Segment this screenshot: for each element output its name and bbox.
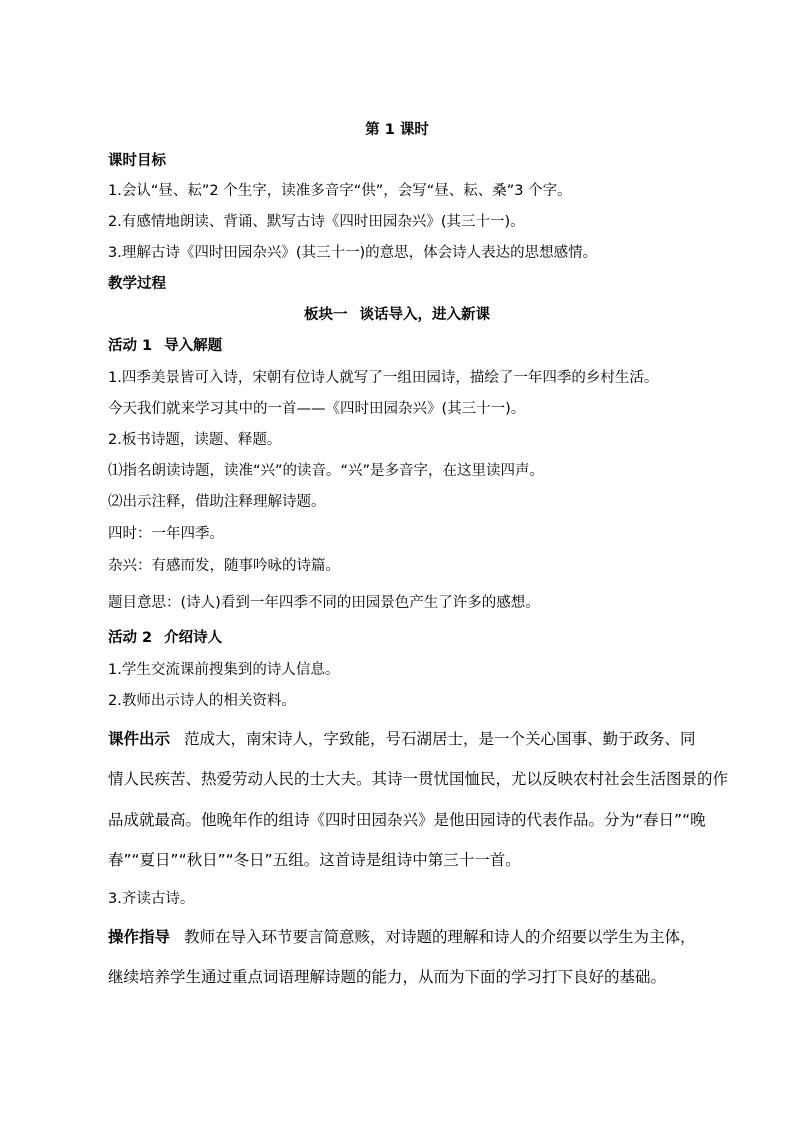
activity-1-paragraph-1-line-1: 1.四季美景皆可入诗，宋朝有位诗人就写了一组田园诗，描绘了一年四季的乡村生活。: [108, 370, 659, 386]
section-1-label: 板块一: [304, 307, 348, 323]
guide-line-2: 继续培养学生通过重点词语理解诗题的能力，从而为下面的学习打下良好的基础。: [108, 968, 667, 986]
courseware-label: 课件出示: [108, 730, 171, 748]
section-1-heading: [0, 305, 794, 325]
activity-1-label: 活动 1: [108, 338, 153, 354]
courseware-line-1: [108, 729, 696, 749]
activity-1-title: 导入解题: [164, 338, 223, 354]
courseware-text-1: 范成大，南宋诗人，字致能，号石湖居士，是一个关心国事、勤于政务、同: [184, 730, 696, 748]
activity-1-paragraph-6: 杂兴：有感而发，随事吟咏的诗篇。: [108, 558, 340, 574]
objective-item-1: 1.会认“昼、耘”2 个生字，读准多音字“供”，会写“昼、耘、桑”3 个字。: [108, 183, 572, 199]
activity-1-paragraph-4: ⑵出示注释，借助注释理解诗题。: [108, 494, 326, 510]
courseware-line-3: 品成就最高。他晚年作的组诗《四时田园杂兴》是他田园诗的代表作品。分为“春日”“晚: [108, 811, 706, 829]
activity-1-paragraph-1-line-2: 今天我们就来学习其中的一首——《四时田园杂兴》(其三十一)。: [108, 401, 526, 417]
activity-1-paragraph-3: ⑴指名朗读诗题，读准“兴”的读音。“兴”是多音字，在这里读四声。: [108, 463, 545, 479]
activity-2-heading: [108, 628, 222, 648]
process-heading: 教学过程: [108, 276, 166, 292]
activity-2-paragraph-2: 2.教师出示诗人的相关资料。: [108, 693, 296, 709]
lesson-title: 第 1 课时: [365, 122, 429, 138]
activity-1-heading: [108, 336, 222, 356]
objectives-heading: 课时目标: [108, 153, 166, 169]
activity-2-paragraph-3: 3.齐读古诗。: [108, 891, 195, 907]
courseware-line-4: 春”“夏日”“秋日”“冬日”五组。这首诗是组诗中第三十一首。: [108, 851, 521, 869]
guide-text-1: 教师在导入环节要言简意赅，对诗题的理解和诗人的介绍要以学生为主体，: [184, 928, 696, 946]
courseware-line-2: 情人民疾苦、热爱劳动人民的士大夫。其诗一贯忧国恤民，尤以反映农村社会生活图景的作: [108, 770, 729, 788]
activity-2-title: 介绍诗人: [164, 630, 223, 646]
guide-line-1: [108, 927, 696, 947]
activity-1-paragraph-5: 四时：一年四季。: [108, 526, 224, 542]
guide-label: 操作指导: [108, 928, 171, 946]
activity-1-paragraph-7: 题目意思：(诗人)看到一年四季不同的田园景色产生了许多的感想。: [108, 595, 540, 611]
activity-2-label: 活动 2: [108, 630, 153, 646]
activity-2-paragraph-1: 1.学生交流课前搜集到的诗人信息。: [108, 662, 340, 678]
activity-1-paragraph-2: 2.板书诗题，读题、释题。: [108, 432, 282, 448]
objective-item-3: 3.理解古诗《四时田园杂兴》(其三十一)的意思，体会诗人表达的思想感情。: [108, 245, 598, 261]
section-1-title: 谈话导入，进入新课: [359, 307, 490, 323]
objective-item-2: 2.有感情地朗读、背诵、默写古诗《四时田园杂兴》(其三十一)。: [108, 214, 525, 230]
